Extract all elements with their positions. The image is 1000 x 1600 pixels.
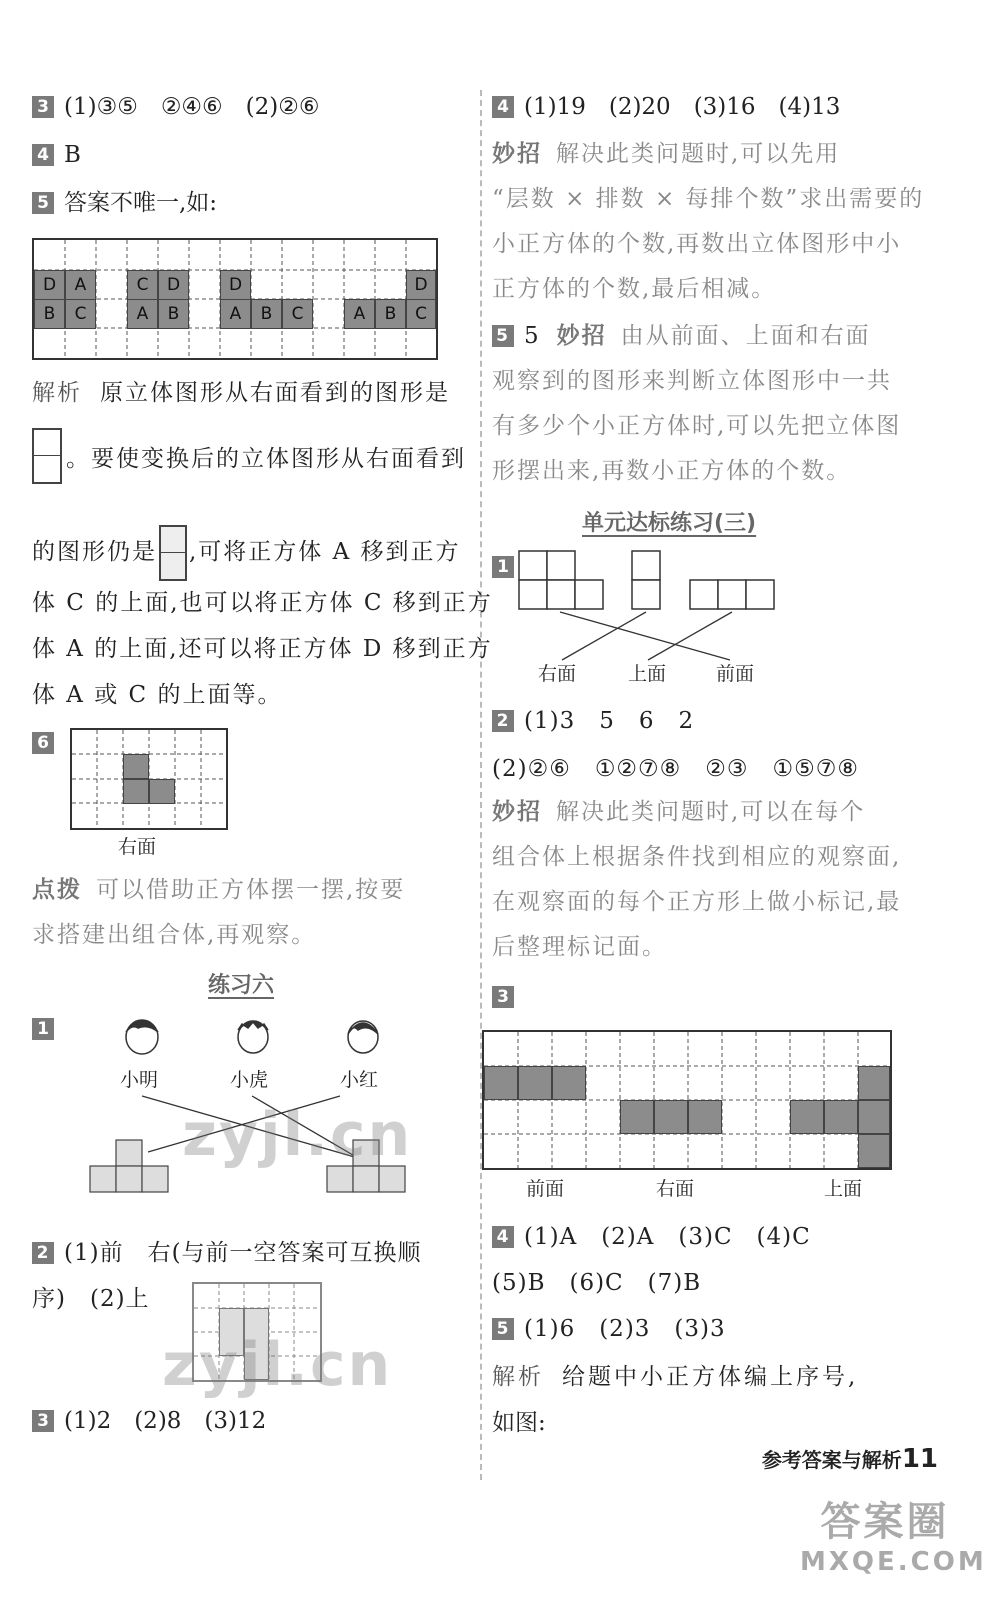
filled-square <box>620 1100 654 1134</box>
tip-text: 解决此类问题时,可以在每个 <box>556 799 866 825</box>
filled-square <box>858 1134 890 1168</box>
answer-text: (1)A (2)A (3)C (4)C <box>524 1224 811 1250</box>
answer-text: (1)2 (2)8 (3)12 <box>64 1408 267 1434</box>
unit-answer-3 <box>492 982 524 1012</box>
question-number: 4 <box>492 1226 514 1248</box>
exercise-6-answer-3 <box>32 1406 266 1436</box>
view-caption: 右面 <box>656 1178 695 1200</box>
question-number: 6 <box>32 732 54 754</box>
cube-label: D <box>166 275 181 295</box>
person-name: 小红 <box>340 1069 379 1091</box>
watermark: zyjl.cn <box>162 1330 393 1400</box>
question-number: 1 <box>492 556 514 578</box>
unit-explain-line-2: 如图: <box>492 1410 546 1436</box>
tip-line: 后整理标记面。 <box>492 934 667 960</box>
question-number: 5 <box>492 1318 514 1340</box>
filled-square <box>790 1100 824 1134</box>
tip-label: 妙招 <box>492 141 542 167</box>
grid-caption: 右面 <box>118 836 157 858</box>
filled-square <box>518 1066 552 1100</box>
answer-4 <box>32 140 81 170</box>
person-name: 小明 <box>120 1069 159 1091</box>
tip-line: 有多少个小正方体时,可以先把立体图 <box>492 413 902 439</box>
tip-line: 形摆出来,再数小正方体的个数。 <box>492 458 852 484</box>
tip-block <box>492 132 937 312</box>
tip-line: 组合体上根据条件找到相应的观察面, <box>492 844 902 870</box>
filled-square <box>149 779 175 804</box>
unit-answer-1-figure <box>518 548 788 688</box>
question-number: 1 <box>32 1018 54 1040</box>
hint-block <box>32 868 472 958</box>
cross-shape-figure <box>90 1140 168 1192</box>
answer-text: (1)③⑤ ②④⑥ (2)②⑥ <box>64 94 320 120</box>
question-number: 4 <box>492 96 514 118</box>
answer-text: 答案不唯一,如: <box>64 190 218 216</box>
tip-text: 由从前面、上面和右面 <box>620 323 871 349</box>
tip-line <box>492 314 937 359</box>
view-caption: 前面 <box>526 1178 565 1200</box>
tip-line: 正方体的个数,最后相减。 <box>492 276 777 302</box>
section-title-unit-practice: 单元达标练习(三) <box>582 511 757 536</box>
cube-label: B <box>384 304 397 324</box>
question-number: 2 <box>32 1242 54 1264</box>
question-number: 4 <box>32 144 54 166</box>
filled-square <box>123 754 149 779</box>
answer-text: (1)前 右(与前一空答案可互换顺 <box>64 1240 422 1266</box>
exercise-6-answer-2-cont: 序) (2)上 <box>32 1286 150 1312</box>
unit-answer-4 <box>492 1222 811 1252</box>
filled-square <box>858 1066 890 1100</box>
child-face-icon <box>126 1020 378 1054</box>
explain-line-3 <box>32 525 461 581</box>
unit-answer-4-cont: (5)B (6)C (7)B <box>492 1270 702 1296</box>
cube-label: A <box>74 275 87 295</box>
tip-line: 观察到的图形来判断立体图形中一共 <box>492 368 892 394</box>
tip-line: “层数 × 排数 × 每排个数”求出需要的 <box>492 186 925 212</box>
cube-label: C <box>415 304 427 324</box>
cube-label: A <box>229 304 242 324</box>
answer-text: B <box>64 142 81 168</box>
filled-square <box>123 779 149 804</box>
tip-line <box>492 132 937 177</box>
page-number: 11 <box>901 1444 938 1474</box>
person-name: 小虎 <box>230 1069 269 1091</box>
unit-answer-5 <box>492 1314 726 1344</box>
filled-square <box>858 1100 890 1134</box>
explain-text: 的图形仍是 <box>32 539 157 565</box>
explain-text: 给题中小正方体编上序号, <box>562 1364 859 1390</box>
cube-label: B <box>260 304 273 324</box>
page-footer <box>762 1444 938 1474</box>
tip-line: 小正方体的个数,再数出立体图形中小 <box>492 231 902 257</box>
filled-square <box>688 1100 722 1134</box>
answer-6-grid <box>70 728 228 830</box>
tip-label: 妙招 <box>556 323 607 349</box>
footer-label: 参考答案与解析 <box>761 1448 902 1472</box>
cube-label: D <box>42 275 57 295</box>
answer-3 <box>32 92 320 122</box>
exercise-6-answer-1 <box>32 1014 64 1044</box>
cube-label: C <box>291 304 304 324</box>
tip-line: 在观察面的每个正方形上做小标记,最 <box>492 889 902 915</box>
cube-label: C <box>136 275 149 295</box>
answer-5 <box>32 188 217 218</box>
answer-4 <box>492 92 840 122</box>
unit-answer-2 <box>492 706 694 736</box>
tip-line <box>492 790 937 835</box>
answer-text: (1)6 (2)3 (3)3 <box>524 1316 726 1342</box>
view-caption: 右面 <box>538 663 577 685</box>
exercise-6-answer-2 <box>32 1238 422 1268</box>
answer-5-block <box>492 314 937 494</box>
logo-text: 答案圈 <box>820 1499 950 1545</box>
answer-text: (1)19 (2)20 (3)16 (4)13 <box>524 94 841 120</box>
unit-answer-3-grid <box>482 1030 892 1170</box>
view-caption: 前面 <box>716 663 755 685</box>
filled-square <box>552 1066 586 1100</box>
unit-answer-2-cont: (2)②⑥ ①②⑦⑧ ②③ ①⑤⑦⑧ <box>492 756 860 782</box>
cube-label: D <box>228 275 243 295</box>
answer-text: (1)3 5 6 2 <box>524 708 695 734</box>
filled-square <box>824 1100 858 1134</box>
cube-label: A <box>136 304 149 324</box>
cube-label: B <box>167 304 180 324</box>
answer-5-grid <box>32 238 438 360</box>
question-number: 3 <box>32 1410 54 1432</box>
view-caption: 上面 <box>824 1178 863 1200</box>
site-logo <box>800 1490 987 1590</box>
explain-text: ,可将正方体 A 移到正方 <box>189 539 461 565</box>
filled-square <box>654 1100 688 1134</box>
filled-square <box>484 1066 518 1100</box>
cube-label: A <box>353 304 366 324</box>
logo-url: MXQE.COM <box>800 1547 987 1577</box>
column-divider <box>480 90 482 1480</box>
view-caption: 上面 <box>628 663 667 685</box>
explain-line-6: 体 A 或 C 的上面等。 <box>32 682 283 708</box>
explain-label: 解析 <box>492 1364 544 1390</box>
question-number: 5 <box>492 325 514 347</box>
tip-text: 解决此类问题时,可以先用 <box>556 141 841 167</box>
explain-text: 原立体图形从右面看到的图形是 <box>100 380 450 406</box>
cube-label: D <box>414 275 428 295</box>
question-number: 3 <box>32 96 54 118</box>
hint-text: 可以借助正方体摆一摆,按要 <box>96 877 406 903</box>
section-title-exercise-6: 练习六 <box>208 973 275 998</box>
inline-figure-two-squares <box>32 428 62 484</box>
hint-line <box>32 868 472 913</box>
explain-label: 解析 <box>32 380 82 406</box>
question-number: 2 <box>492 710 514 732</box>
unit-explain-line-1 <box>492 1362 858 1392</box>
explain-line-4: 体 C 的上面,也可以将正方体 C 移到正方 <box>32 590 493 616</box>
answer-text: 5 <box>524 323 541 349</box>
explain-line-1 <box>32 378 450 408</box>
cube-label: C <box>74 304 87 324</box>
inline-figure-two-squares <box>159 525 187 581</box>
watermark: zyjl.cn <box>182 1100 413 1170</box>
question-number: 5 <box>32 192 54 214</box>
hint-label: 点拨 <box>32 877 82 903</box>
explain-line-2: 。要使变换后的立体图形从右面看到 <box>66 446 466 472</box>
tip-label: 妙招 <box>492 799 542 825</box>
tip-block <box>492 790 937 970</box>
cube-label: B <box>43 304 56 324</box>
answer-6 <box>32 728 64 758</box>
hint-line: 求搭建出组合体,再观察。 <box>32 922 317 948</box>
question-number: 3 <box>492 986 514 1008</box>
explain-line-5: 体 A 的上面,还可以将正方体 D 移到正方 <box>32 636 493 662</box>
